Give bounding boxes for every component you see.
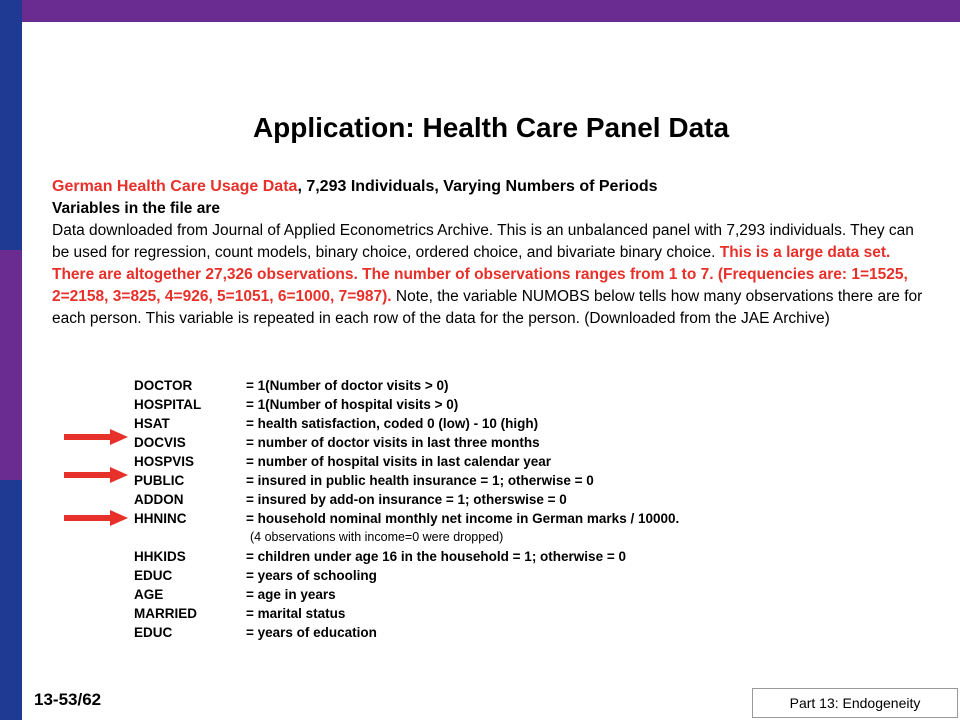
variable-name: HHKIDS — [134, 549, 186, 564]
arrow-icon-hhninc — [64, 510, 128, 526]
variable-desc: = marital status — [246, 606, 346, 621]
intro-text — [52, 176, 932, 330]
variable-name: ADDON — [134, 492, 184, 507]
variable-desc: = number of hospital visits in last calendar year — [246, 454, 551, 469]
arrow-icon-public — [64, 467, 128, 483]
sidebar-segment-blue-bottom — [0, 480, 22, 720]
variable-desc: = age in years — [246, 587, 336, 602]
variable-name: EDUC — [134, 568, 173, 583]
variable-desc: = number of doctor visits in last three months — [246, 435, 540, 450]
variable-name: HHNINC — [134, 511, 187, 526]
arrow-icon-docvis — [64, 429, 128, 445]
sidebar-segment-purple — [0, 250, 22, 480]
variable-desc: = years of education — [246, 625, 377, 640]
variable-name: AGE — [134, 587, 164, 602]
variable-name: HOSPVIS — [134, 454, 195, 469]
variable-name: DOCTOR — [134, 378, 193, 393]
variable-desc: = health satisfaction, coded 0 (low) - 10 (high) — [246, 416, 539, 431]
dataset-name: German Health Care Usage Data — [52, 178, 298, 195]
paragraph-highlight: This is a large data set. There are altogether 27,326 observations. The number of observations ranges from 1 to 7. (Frequencies are: 1=1525, 2=2158, 3=825, 4=926, 5=1051, 6=1000, 7=987). — [52, 244, 908, 305]
variables-heading: Variables in the file are — [52, 200, 220, 217]
slide-title: Application: Health Care Panel Data — [252, 112, 730, 143]
variable-name: MARRIED — [134, 606, 197, 621]
paragraph-part1: Data downloaded from Journal of Applied Econometrics Archive. This is an unbalanced panel with 7,293 individuals. They can be used for regression, count models, binary choice, ordered choice, and bivariate binary choice. — [52, 222, 914, 261]
variable-name: HSAT — [134, 416, 170, 431]
variable-desc: = household nominal monthly net income in German marks / 10000. — [246, 511, 680, 526]
top-bar — [0, 0, 960, 22]
dataset-heading — [52, 176, 932, 198]
variable-desc: = insured by add-on insurance = 1; otherswise = 0 — [246, 492, 567, 507]
variable-name: EDUC — [134, 625, 173, 640]
sidebar-segment-blue-top — [0, 0, 22, 250]
variable-name: PUBLIC — [134, 473, 185, 488]
variable-desc: = 1(Number of doctor visits > 0) — [246, 378, 449, 393]
intro-paragraph — [52, 220, 932, 330]
variable-name: DOCVIS — [134, 435, 186, 450]
variable-desc: = 1(Number of hospital visits > 0) — [246, 397, 459, 412]
hhninc-note: (4 observations with income=0 were dropped) — [250, 530, 504, 544]
paragraph-part2: Note, the variable NUMOBS below tells how many observations there are for each person. This variable is repeated in each row of the data for the person. (Downloaded from the JAE Archive) — [52, 288, 923, 327]
variable-desc: = insured in public health insurance = 1; otherwise = 0 — [246, 473, 594, 488]
page-number: 13-53/62 — [34, 690, 102, 709]
variable-desc: = years of schooling — [246, 568, 377, 583]
variable-name: HOSPITAL — [134, 397, 202, 412]
section-label: Part 13: Endogeneity — [752, 688, 958, 718]
left-sidebar — [0, 0, 22, 720]
variable-desc: = children under age 16 in the household = 1; otherwise = 0 — [246, 549, 626, 564]
dataset-description: , 7,293 Individuals, Varying Numbers of Periods — [297, 178, 658, 195]
